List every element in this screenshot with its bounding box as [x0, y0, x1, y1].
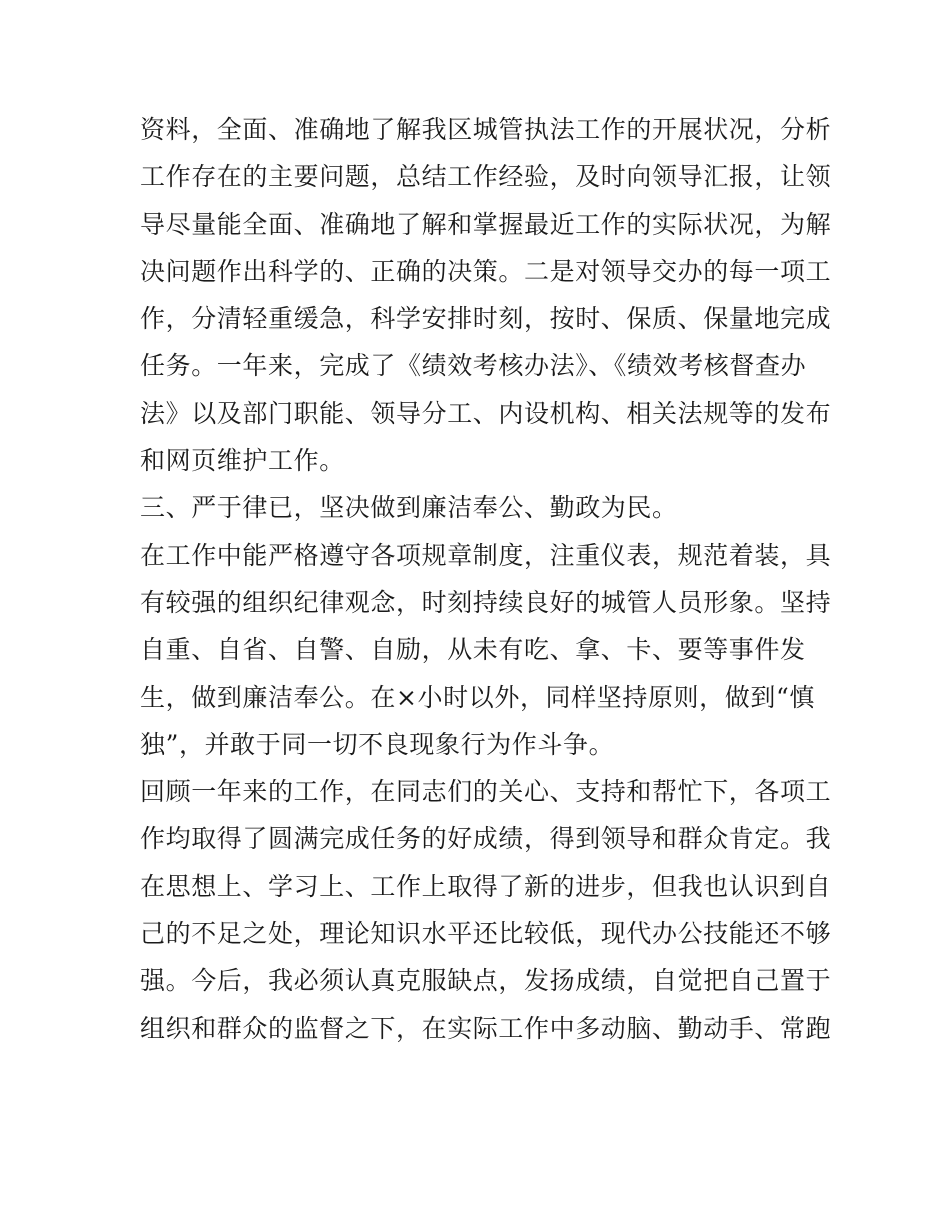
text-line: 回顾一年来的工作，在同志们的关心、支持和帮忙下，各项工 — [140, 777, 832, 807]
text-line: 工作存在的主要问题，总结工作经验，及时向领导汇报，让领 — [140, 162, 832, 192]
text-line: 在思想上、学习上、工作上取得了新的进步，但我也认识到自 — [140, 871, 832, 901]
text-line: 独”，并敢于同一切不良现象行为作斗争。 — [140, 729, 615, 759]
text-line: 导尽量能全面、准确地了解和掌握最近工作的实际状况，为解 — [140, 209, 832, 239]
text-line: 组织和群众的监督之下，在实际工作中多动脑、勤动手、常跑 — [140, 1013, 832, 1043]
body-text — [140, 106, 832, 1052]
text-line: 在工作中能严格遵守各项规章制度，注重仪表，规范着装，具 — [140, 540, 832, 570]
text-line: 己的不足之处，理论知识水平还比较低，现代办公技能还不够 — [140, 919, 832, 949]
text-line: 强。今后，我必须认真克服缺点，发扬成绩，自觉把自己置于 — [140, 966, 832, 996]
text-line: 作，分清轻重缓急，科学安排时刻，按时、保质、保量地完成 — [140, 304, 832, 334]
text-line: 作均取得了圆满完成任务的好成绩，得到领导和群众肯定。我 — [140, 824, 832, 854]
text-line: 生，做到廉洁奉公。在×小时以外，同样坚持原则，做到“慎 — [140, 682, 815, 712]
text-line: 和网页维护工作。 — [140, 446, 345, 476]
text-line: 资料，全面、准确地了解我区城管执法工作的开展状况，分析 — [140, 115, 832, 144]
text-line: 有较强的组织纪律观念，时刻持续良好的城管人员形象。坚持 — [140, 587, 832, 617]
text-line: 法》以及部门职能、领导分工、内设机构、相关法规等的发布 — [140, 398, 832, 428]
text-line: 自重、自省、自警、自励，从未有吃、拿、卡、要等事件发 — [140, 635, 806, 665]
text-line: 决问题作出科学的、正确的决策。二是对领导交办的每一项工 — [140, 256, 832, 286]
section-heading: 三、严于律已，坚决做到廉洁奉公、勤政为民。 — [140, 493, 678, 523]
text-line: 任务。一年来，完成了《绩效考核办法》、《绩效考核督查办 — [140, 351, 807, 381]
